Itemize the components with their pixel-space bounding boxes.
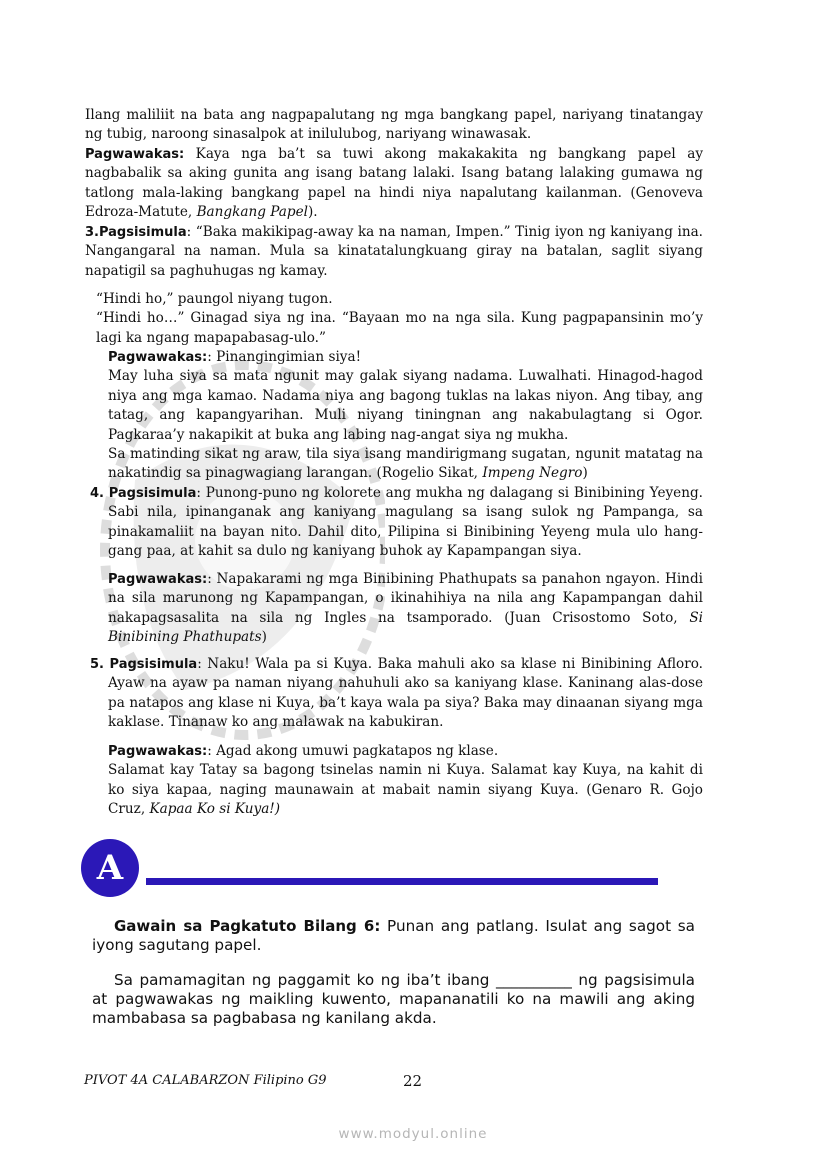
answer-blank[interactable]: __________ — [495, 971, 572, 989]
item-3-ending: Pagwawakas:: Pinangingimian siya! May luha siya sa mata ngunit may galak siyang nadama. Luwalhati. Hinagod-hagod niya ang mga kamao. Nadama niya ang bagong tuklas na lakas niyon. Ang tibay, ang tatag, ang kapangyarihan. Muli niyang tiningnan ang nakabulagtang si Ogor. Pagkaraa’y nakapikit at buka ang labing nag-angat siya ng mukha. Sa matinding sikat ng araw, tila siya isang mandirigmang sugatan, ngunit matatag na nakatindig sa pinagwagiang larangan. (Rogelio Sikat, Impeng Negro) — [108, 349, 703, 482]
footer-module-title: PIVOT 4A CALABARZON Filipino G9 — [84, 1073, 327, 1088]
section-divider — [146, 878, 658, 885]
activity-sentence: Sa pamamagitan ng paggamit ko ng iba’t ibang __________ ng pagsisimula at pagwawakas ng maikling kuwento, mapananatili ko na mawili ang aking mambabasa sa pagbabasa ng kanilang akda. — [92, 971, 695, 1027]
page-number: 22 — [403, 1072, 423, 1090]
item-5-ending: Pagwawakas:: Agad akong umuwi pagkatapos ng klase. Salamat kay Tatay sa bagong tsinelas namin ni Kuya. Salamat kay Kuya, na kahit di ko siya kapaa, naging maunawain at mabait namin siyang Kuya. (Genaro R. Gojo Cruz, Kapaa Ko si Kuya!) — [108, 743, 703, 818]
item-4-ending: Pagwawakas:: Napakarami ng mga Binibining Phathupats sa panahon ngayon. Hindi na sila marunong ng Kapampangan, o ikinahihiya na nila ang Kapampangan dahil nakapagsasalita na sila ng Ingles na tsamporado. (Juan Crisostomo Soto, Si Binibining Phathupats) — [108, 571, 703, 646]
paragraph-intro: Ilang maliliit na bata ang nagpapalutang ng mga bangkang papel, nariyang tinatangay ng tubig, naroong sinasalpok at inilulubog, nariyang winawasak. — [85, 107, 703, 143]
item-5-beginning: 5. Pagsisimula: Naku! Wala pa si Kuya. Baka mahuli ako sa klase ni Binibining Afloro. Ayaw na ayaw pa naman niyang nahuhuli ako sa kaniyang klase. Kaninang alas-dose pa natapos ang klase ni Kuya, ba’t kaya wala pa siya? Baka may dinaanan siyang mga kaklase. Tinanaw ko ang malawak na kabukiran. — [90, 656, 703, 731]
item-3-beginning: 3.Pagsisimula: “Baka makikipag-away ka na naman, Impen.” Tinig iyon ng kaniyang ina. Nangangaral na naman. Mula sa kinatatalungkuang giray na batalan, saglit siyang napatigil sa paghuhugas ng kamay. — [85, 224, 703, 279]
website-watermark: www.modyul.online — [338, 1126, 488, 1142]
item-3-dialogue: “Hindi ho,” paungol niyang tugon. “Hindi ho…” Ginagad siya ng ina. “Bayaan mo na nga sila. Kung pagpapansinin mo’y lagi ka ngang mapapabasag-ulo.” — [96, 291, 703, 346]
activity-instruction: Gawain sa Pagkatuto Bilang 6: Punan ang patlang. Isulat ang sagot sa iyong sagutang papel. — [92, 917, 695, 954]
section-a-badge: A — [81, 839, 139, 897]
item-4-beginning: 4. Pagsisimula: Punong-puno ng kolorete ang mukha ng dalagang si Binibining Yeyeng. Sabi nila, ipinanganak ang kaniyang magulang sa isang sulok ng Pampanga, sa pinakamaliit na bayan nito. Dahil dito, Pilipina si Binibining Yeyeng mula ulo hang-gang paa, at kahit sa dulo ng kaniyang buhok ay Kapampangan siya. — [90, 485, 703, 560]
item-2-ending: Pagwawakas: Kaya nga ba’t sa tuwi akong makakakita ng bangkang papel ay nagbabalik sa aking gunita ang isang batang lalaki. Isang batang lalaking gumawa ng tatlong mala-laking bangkang papel na hindi niya napalutang kailanman. (Genoveva Edroza-Matute, Bangkang Papel). — [85, 146, 703, 221]
